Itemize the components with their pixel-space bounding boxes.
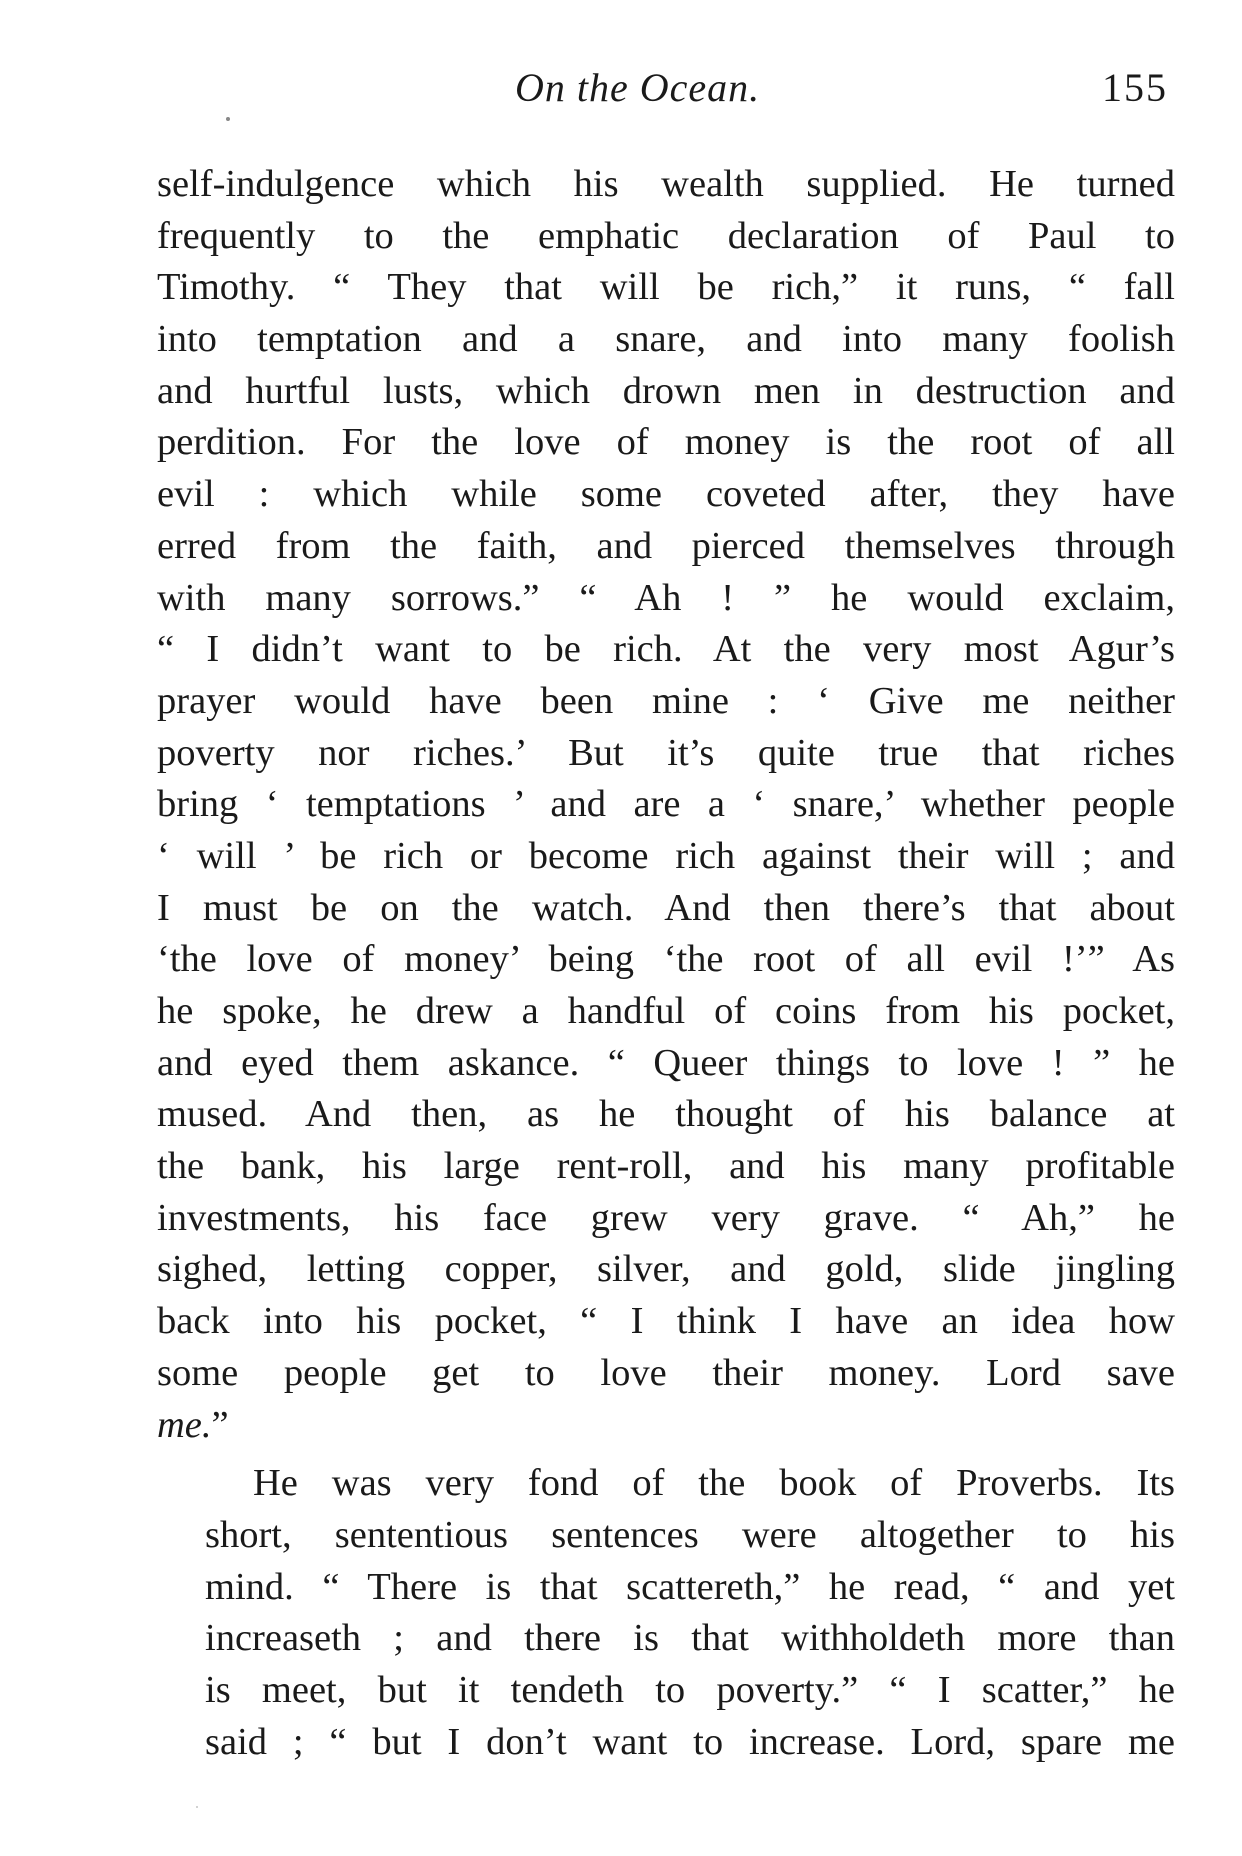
print-speck	[226, 117, 230, 121]
text-line: some people get to love their money. Lord save	[157, 1351, 1175, 1394]
text-line: poverty nor riches.’ But it’s quite true that riches	[157, 731, 1175, 774]
text-line: increaseth ; and there is that withholdeth more than	[205, 1617, 1175, 1660]
text-line: the bank, his large rent-roll, and his many profitable	[157, 1145, 1175, 1188]
text-line: He was very fond of the book of Proverbs. Its	[253, 1462, 1175, 1505]
text-line: “ I didn’t want to be rich. At the very most Agur’s	[157, 628, 1175, 671]
text-line: ‘the love of money’ being ‘the root of all evil !’” As	[157, 938, 1175, 981]
paragraph-1	[157, 159, 1175, 1451]
text-line: mind. “ There is that scattereth,” he read, “ and yet	[205, 1565, 1175, 1608]
text-line: mused. And then, as he thought of his balance at	[157, 1093, 1175, 1136]
text-line: he spoke, he drew a handful of coins from his pocket,	[157, 990, 1175, 1032]
text-line: frequently to the emphatic declaration of Paul to	[157, 214, 1175, 257]
text-line: I must be on the watch. And then there’s that about	[157, 886, 1175, 929]
running-head	[0, 58, 1242, 118]
text-line: with many sorrows.” “ Ah ! ” he would exclaim,	[157, 576, 1175, 619]
text-line: is meet, but it tendeth to poverty.” “ I scatter,” he	[205, 1668, 1175, 1711]
text-line: bring ‘ temptations ’ and are a ‘ snare,’ whether people	[157, 783, 1175, 826]
text-line-closing	[157, 1400, 1175, 1452]
text-line: self-indulgence which his wealth supplied. He turned	[157, 163, 1175, 205]
text-line: into temptation and a snare, and into many foolish	[157, 318, 1175, 361]
text-line: prayer would have been mine : ‘ Give me neither	[157, 679, 1175, 722]
closing-quote: ”	[211, 1403, 229, 1446]
text-line: short, sententious sentences were altogether to his	[205, 1513, 1175, 1556]
text-line: Timothy. “ They that will be rich,” it runs, “ fall	[157, 266, 1175, 309]
text-line: investments, his face grew very grave. “ Ah,” he	[157, 1196, 1175, 1239]
page-number: 155	[1102, 65, 1168, 110]
text-line: sighed, letting copper, silver, and gold, slide jingling	[157, 1248, 1175, 1291]
text-line: evil : which while some coveted after, they have	[157, 473, 1175, 516]
body-text	[157, 159, 1175, 1768]
text-line: said ; “ but I don’t want to increase. Lord, spare me	[205, 1720, 1175, 1763]
italic-word: me.	[157, 1403, 212, 1446]
text-line: perdition. For the love of money is the root of all	[157, 421, 1175, 464]
text-line: ‘ will ’ be rich or become rich against their will ; and	[157, 834, 1175, 877]
text-line: and hurtful lusts, which drown men in destruction and	[157, 369, 1175, 412]
text-line: erred from the faith, and pierced themselves through	[157, 524, 1175, 567]
text-line: back into his pocket, “ I think I have an idea how	[157, 1300, 1175, 1343]
text-line: and eyed them askance. “ Queer things to love ! ” he	[157, 1041, 1175, 1084]
running-title: On the Ocean.	[515, 65, 761, 110]
print-speck	[196, 1806, 198, 1808]
paragraph-2	[157, 1458, 1175, 1768]
